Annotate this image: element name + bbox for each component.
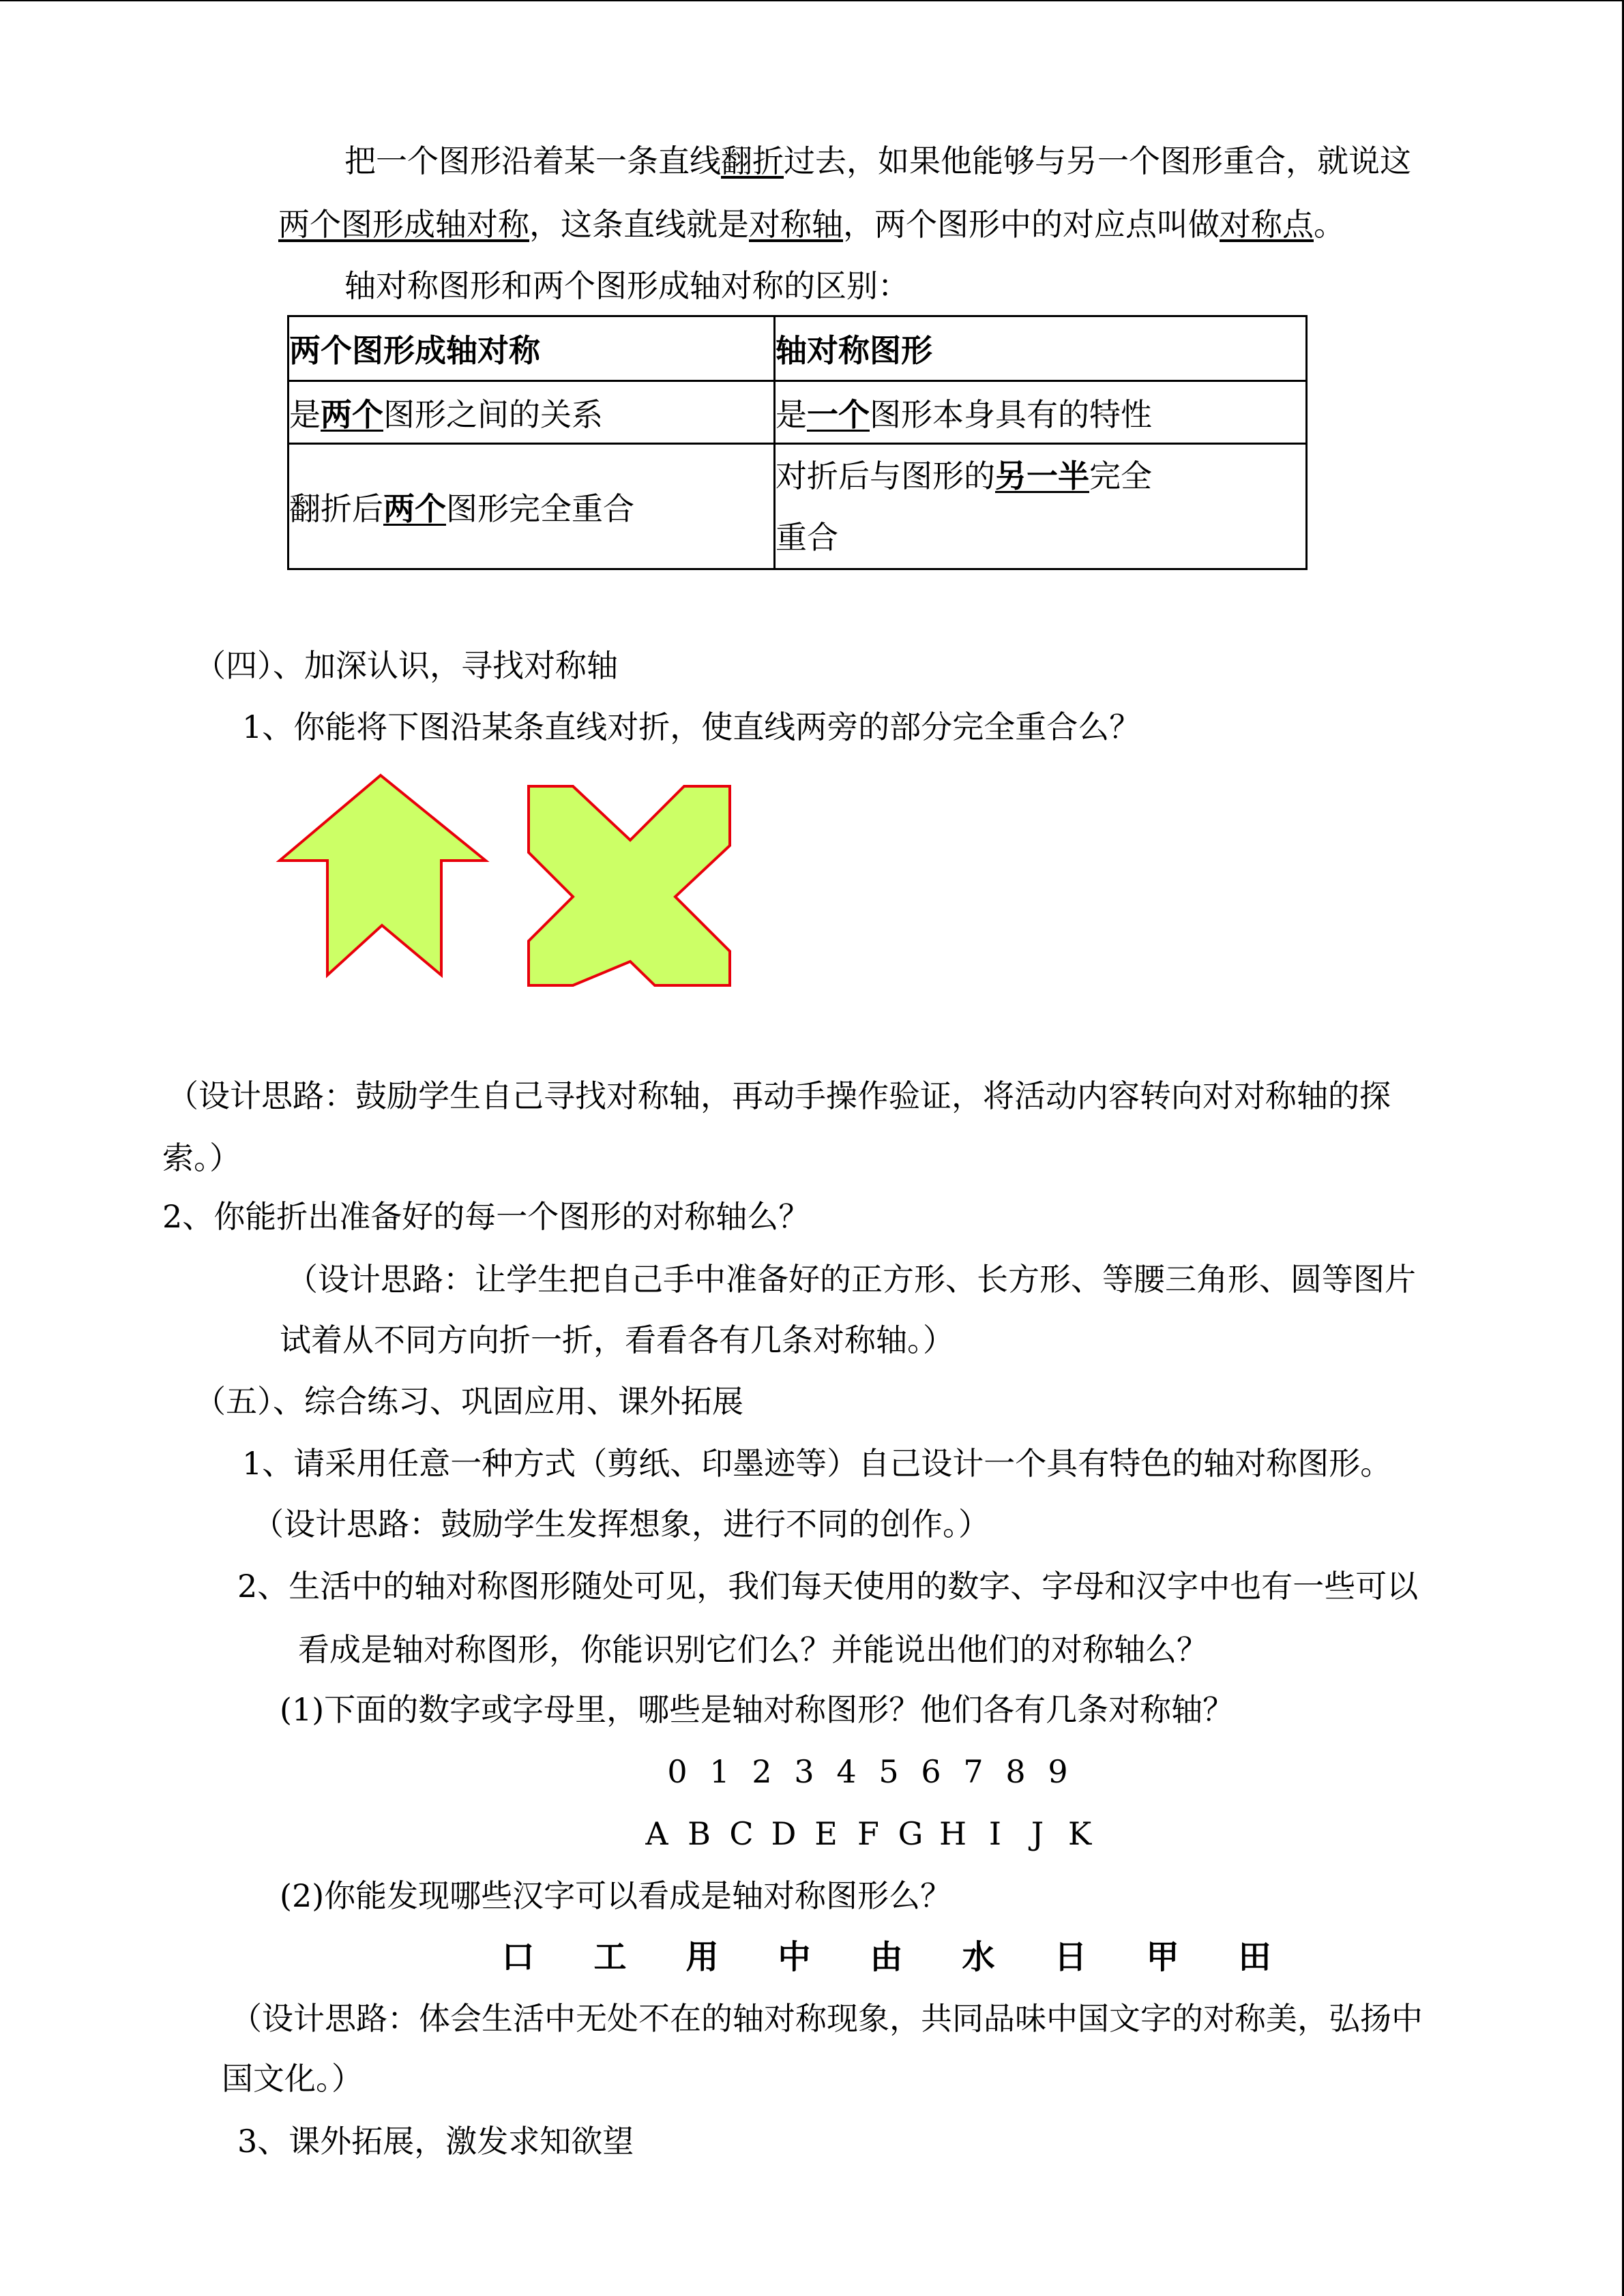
- question-5-2-cont: 看成是轴对称图形，你能识别它们么？并能说出他们的对称轴么？: [298, 1631, 1208, 1668]
- cell-emphasis: 另一半: [995, 457, 1089, 494]
- section-5-title: （五）、综合练习、巩固应用、课外拓展: [194, 1383, 743, 1420]
- intro-text: ，这条直线就是: [529, 206, 749, 243]
- table-row: [289, 444, 1307, 569]
- cell-text: 重合: [776, 518, 838, 556]
- table-header-row: [289, 316, 1307, 381]
- question-5-1: 1、请采用任意一种方式（剪纸、印墨迹等）自己设计一个具有特色的轴对称图形。: [242, 1445, 1392, 1482]
- cell-text: 图形之间的关系: [383, 396, 603, 433]
- page-top-border: [0, 0, 1623, 1]
- digit-char: 0: [667, 1753, 688, 1790]
- digits-row: [656, 1751, 1079, 1792]
- question-4-2: 2、你能折出准备好的每一个图形的对称轴么？: [162, 1198, 810, 1235]
- cell-text: 是: [289, 396, 321, 433]
- letters-row: [636, 1813, 1101, 1854]
- digit-char: 5: [879, 1753, 899, 1790]
- arrow-shape: [280, 775, 486, 975]
- cell-text: 是: [776, 396, 807, 433]
- design-note-4-2-cont: 试着从不同方向折一折，看看各有几条对称轴。）: [280, 1322, 954, 1358]
- intro-text: 过去，如果他能够与另一个图形重合，就说这: [784, 143, 1411, 179]
- digit-char: 4: [836, 1753, 857, 1790]
- intro-line-1: [344, 140, 1411, 181]
- letter-char: G: [898, 1815, 924, 1852]
- cell-emphasis: 两个: [383, 490, 446, 527]
- design-note-5-2-cont: 国文化。）: [222, 2060, 363, 2097]
- hanzi-char: 由: [870, 1938, 903, 1976]
- symmetry-shapes: [273, 767, 750, 999]
- table-cell: [775, 381, 1307, 444]
- letter-char: A: [645, 1815, 668, 1852]
- hanzi-char: 工: [593, 1938, 627, 1976]
- digit-char: 2: [752, 1753, 772, 1790]
- question-4-1: 1、你能将下图沿某条直线对折，使直线两旁的部分完全重合么？: [242, 709, 1141, 745]
- hanzi-char: 日: [1054, 1938, 1087, 1976]
- letter-char: B: [688, 1815, 711, 1852]
- cell-emphasis: 两个: [321, 396, 383, 433]
- hanzi-char: 用: [685, 1938, 719, 1976]
- digit-char: 1: [709, 1753, 730, 1790]
- digit-char: 9: [1048, 1753, 1068, 1790]
- letter-char: K: [1067, 1815, 1092, 1852]
- hanzi-char: 中: [778, 1938, 811, 1976]
- term-symmetry-axis: 对称轴: [749, 206, 843, 243]
- section-4-title: （四）、加深认识，寻找对称轴: [194, 647, 618, 684]
- cell-text: 对折后与图形的: [776, 457, 995, 494]
- cell-text: 图形本身具有的特性: [870, 396, 1152, 433]
- hanzi-row: [472, 1937, 1301, 1978]
- table-cell: [289, 444, 775, 569]
- digit-char: 7: [963, 1753, 984, 1790]
- intro-text: 把一个图形沿着某一条直线: [344, 143, 721, 179]
- hanzi-char: 口: [501, 1938, 535, 1976]
- digit-char: 8: [1005, 1753, 1026, 1790]
- design-note-4-1: （设计思路：鼓励学生自己寻找对称轴，再动手操作验证，将活动内容转向对对称轴的探: [167, 1077, 1391, 1114]
- cell-text: 完全: [1089, 457, 1152, 494]
- cell-text: 翻折后: [289, 490, 383, 527]
- table-caption: 轴对称图形和两个图形成轴对称的区别：: [344, 267, 909, 304]
- table-cell: [775, 444, 1307, 569]
- letter-char: H: [939, 1815, 967, 1852]
- table-header-left: 两个图形成轴对称: [289, 316, 775, 381]
- table-header-right: 轴对称图形: [775, 316, 1307, 381]
- design-note-5-2: （设计思路：体会生活中无处不在的轴对称现象，共同品味中国文字的对称美，弘扬中: [231, 2000, 1423, 2037]
- table-row: [289, 381, 1307, 444]
- sub-question-2: (2)你能发现哪些汉字可以看成是轴对称图形么？: [280, 1877, 952, 1914]
- hanzi-char: 水: [962, 1938, 995, 1976]
- x-shape: [529, 786, 730, 985]
- intro-text: ，两个图形中的对应点叫做: [843, 206, 1220, 243]
- intro-line-2: [278, 204, 1345, 245]
- comparison-table: [287, 315, 1308, 570]
- term-axial-symmetry: 两个图形成轴对称: [278, 206, 529, 243]
- table-cell: [289, 381, 775, 444]
- cell-text: 图形完全重合: [446, 490, 634, 527]
- sub-question-1: (1)下面的数字或字母里，哪些是轴对称图形？他们各有几条对称轴？: [280, 1691, 1235, 1728]
- letter-char: J: [1031, 1815, 1044, 1852]
- term-fold: 翻折: [721, 143, 784, 179]
- design-note-5-1: （设计思路：鼓励学生发挥想象，进行不同的创作。）: [252, 1506, 990, 1542]
- cell-emphasis: 一个: [807, 396, 870, 433]
- digit-char: 6: [921, 1753, 941, 1790]
- design-note-4-2: （设计思路：让学生把自己手中准备好的正方形、长方形、等腰三角形、圆等图片: [286, 1261, 1416, 1298]
- design-note-4-1-cont: 索。）: [162, 1139, 241, 1176]
- hanzi-char: 田: [1238, 1938, 1271, 1976]
- letter-char: F: [857, 1815, 879, 1852]
- intro-text: 。: [1314, 206, 1345, 243]
- letter-char: E: [814, 1815, 838, 1852]
- term-symmetric-point: 对称点: [1220, 206, 1314, 243]
- hanzi-char: 甲: [1146, 1938, 1179, 1976]
- letter-char: D: [771, 1815, 797, 1852]
- letter-char: C: [729, 1815, 754, 1852]
- question-5-2: 2、生活中的轴对称图形随处可见，我们每天使用的数字、字母和汉字中也有一些可以: [237, 1568, 1419, 1605]
- letter-char: I: [988, 1815, 1002, 1852]
- digit-char: 3: [794, 1753, 814, 1790]
- question-5-3: 3、课外拓展，激发求知欲望: [237, 2123, 634, 2160]
